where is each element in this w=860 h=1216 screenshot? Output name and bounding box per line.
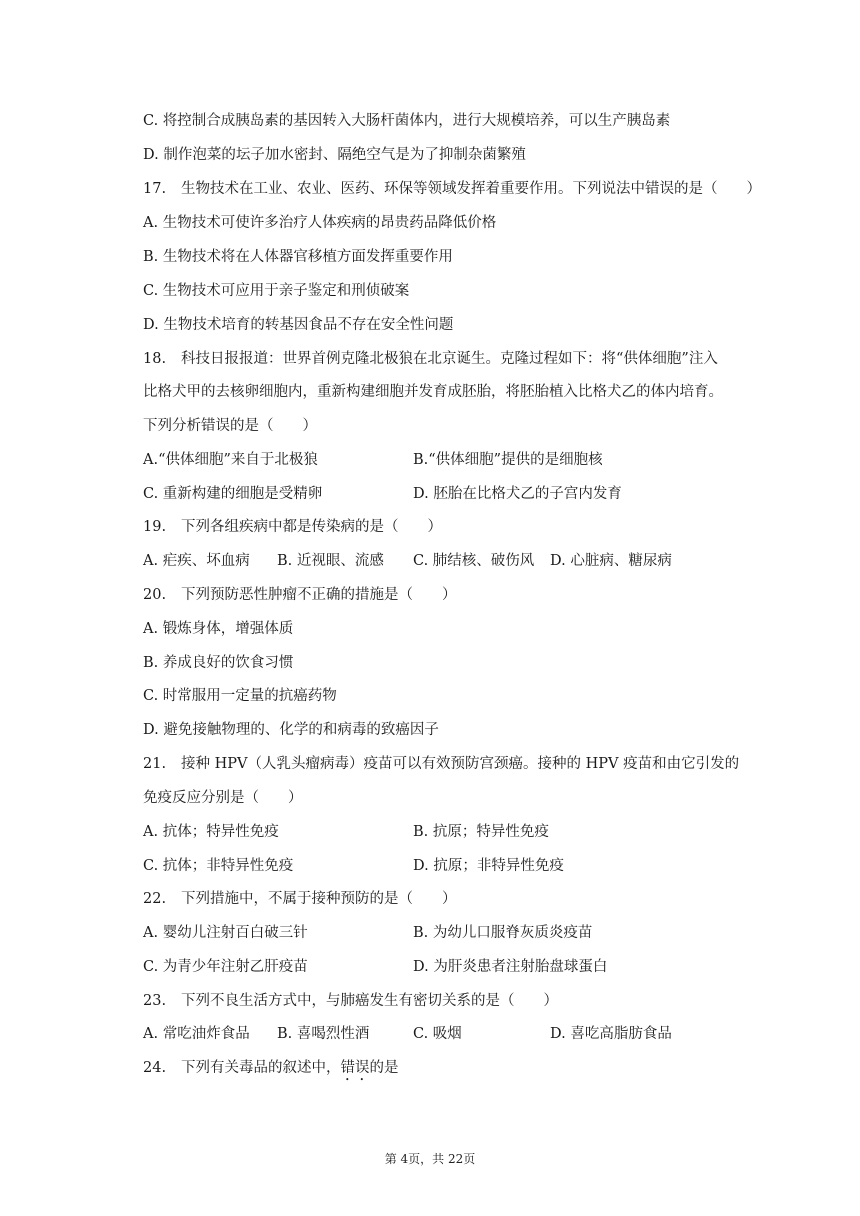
question-20-stem <box>143 585 750 605</box>
question-19-stem <box>143 517 750 537</box>
option-b: B. 抗原；特异性免疫 <box>413 824 549 840</box>
question-17-stem <box>143 179 761 199</box>
option-line: C. 时常服用一定量的抗癌药物 <box>143 688 337 704</box>
option-line: C. 生物技术可应用于亲子鉴定和刑侦破案 <box>143 283 410 299</box>
option-d: D. 心脏病、糖尿病 <box>550 553 672 569</box>
question-22-stem <box>143 889 750 909</box>
question-text-line: 免疫反应分别是（ ） <box>143 790 303 806</box>
question-text: 下列各组疾病中都是传染病的是（ ） <box>181 519 442 535</box>
option-line: A. 生物技术可使许多治疗人体疾病的昂贵药品降低价格 <box>143 215 497 231</box>
question-18-stem <box>143 349 750 369</box>
option-line: B. 养成良好的饮食习惯 <box>143 655 294 671</box>
option-line: C. 将控制合成胰岛素的基因转入大肠杆菌体内，进行大规模培养，可以生产胰岛素 <box>143 113 671 129</box>
option-line: B. 生物技术将在人体器官移植方面发挥重要作用 <box>143 249 453 265</box>
option-line: D. 制作泡菜的坛子加水密封、隔绝空气是为了抑制杂菌繁殖 <box>143 147 526 163</box>
option-b: B. 为幼儿口服脊灰质炎疫苗 <box>413 925 593 941</box>
page-footer: 第 4页，共 22页 <box>384 1152 476 1166</box>
option-d: D. 抗原；非特异性免疫 <box>413 858 564 874</box>
option-c: C. 重新构建的细胞是受精卵 <box>143 486 323 502</box>
question-number: 17. <box>143 181 167 197</box>
question-text: 下列不良生活方式中，与肺癌发生有密切关系的是（ ） <box>181 993 558 1009</box>
emphasized-word: 错误 <box>340 1060 370 1076</box>
question-24-stem <box>143 1058 750 1084</box>
option-c: C. 抗体；非特异性免疫 <box>143 858 294 874</box>
question-text: 的是 <box>369 1060 399 1076</box>
option-a: A. 抗体；特异性免疫 <box>143 824 279 840</box>
option-a: A.“供体细胞”来自于北极狼 <box>143 452 318 468</box>
question-number: 24. <box>143 1060 167 1076</box>
question-number: 20. <box>143 587 167 603</box>
option-d: D. 喜吃高脂肪食品 <box>550 1026 672 1042</box>
option-b: B. 近视眼、流感 <box>277 553 384 569</box>
question-text: 接种 HPV（人乳头瘤病毒）疫苗可以有效预防宫颈癌。接种的 HPV 疫苗和由它引发的 <box>181 756 740 772</box>
question-number: 18. <box>143 351 167 367</box>
option-line: D. 避免接触物理的、化学的和病毒的致癌因子 <box>143 722 439 738</box>
option-c: C. 吸烟 <box>413 1026 462 1042</box>
option-a: A. 婴幼儿注射百白破三针 <box>143 925 308 941</box>
question-number: 21. <box>143 756 167 772</box>
option-line: A. 锻炼身体，增强体质 <box>143 621 294 637</box>
question-number: 19. <box>143 519 167 535</box>
option-c: C. 肺结核、破伤风 <box>413 553 535 569</box>
option-a: A. 疟疾、坏血病 <box>143 553 250 569</box>
question-text: 科技日报报道：世界首例克隆北极狼在北京诞生。克隆过程如下：将“供体细胞”注入 <box>181 351 718 367</box>
question-text-line: 下列分析错误的是（ ） <box>143 418 317 434</box>
question-text-line: 比格犬甲的去核卵细胞内，重新构建细胞并发育成胚胎，将胚胎植入比格犬乙的体内培育。 <box>143 384 723 400</box>
question-text: 下列有关毒品的叙述中， <box>181 1060 341 1076</box>
option-c: C. 为青少年注射乙肝疫苗 <box>143 959 308 975</box>
question-21-stem <box>143 754 750 774</box>
question-text: 下列预防恶性肿瘤不正确的措施是（ ） <box>181 587 457 603</box>
option-b: B. 喜喝烈性酒 <box>277 1026 370 1042</box>
question-number: 23. <box>143 993 167 1009</box>
question-number: 22. <box>143 891 167 907</box>
question-text: 生物技术在工业、农业、医药、环保等领域发挥着重要作用。下列说法中错误的是（ ） <box>181 181 761 197</box>
option-b: B.“供体细胞”提供的是细胞核 <box>413 452 603 468</box>
option-d: D. 为肝炎患者注射胎盘球蛋白 <box>413 959 608 975</box>
option-d: D. 胚胎在比格犬乙的子宫内发育 <box>413 486 622 502</box>
question-text: 下列措施中，不属于接种预防的是（ ） <box>181 891 457 907</box>
option-line: D. 生物技术培育的转基因食品不存在安全性问题 <box>143 317 454 333</box>
option-a: A. 常吃油炸食品 <box>143 1026 250 1042</box>
question-23-stem <box>143 991 750 1011</box>
